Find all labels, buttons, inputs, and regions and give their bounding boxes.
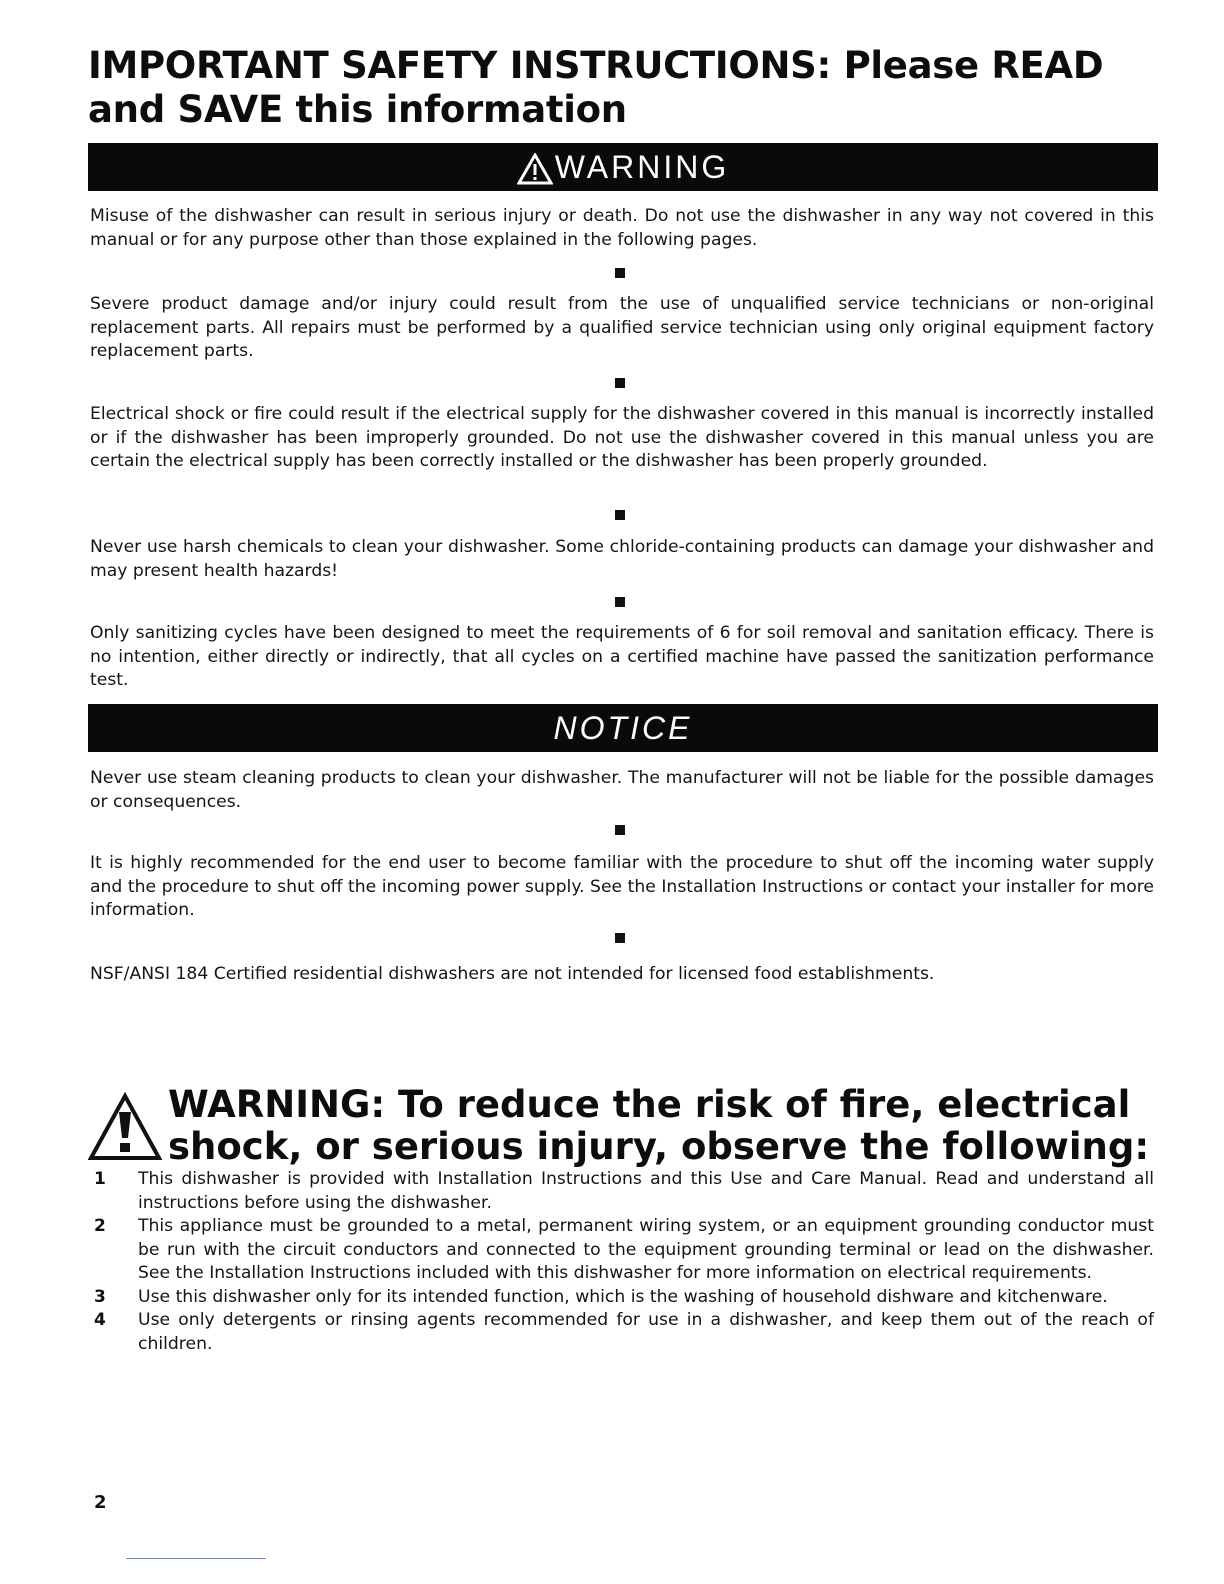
separator-bullet [615, 933, 625, 943]
separator-bullet [615, 825, 625, 835]
list-item-text: This appliance must be grounded to a metal, permanent wiring system, or an equipment grounding conductor must be run with the circuit conductors and connected to the equipment grounding terminal or lead on the dishwasher. See the Installation Instructions included with this dishwasher for more information on electrical requirements. [138, 1216, 1154, 1283]
list-item [88, 1286, 1158, 1310]
notice-paragraph: Never use steam cleaning products to clean your dishwasher. The manufacturer will not be liable for the possible damages or consequences. [90, 768, 1154, 812]
page-number: 2 [94, 1492, 107, 1513]
list-item-number: 4 [94, 1310, 106, 1330]
notice-banner-label: NOTICE [553, 709, 693, 746]
list-item-number: 3 [94, 1286, 106, 1307]
separator-bullet [615, 268, 625, 278]
warning-triangle-icon [88, 1092, 162, 1162]
list-item-number: 1 [94, 1169, 106, 1189]
risk-warning-heading [88, 1084, 1158, 1168]
list-item-text: Use this dishwasher only for its intended function, which is the washing of household dishware and kitchenware. [138, 1286, 1108, 1307]
list-item [88, 1168, 1158, 1215]
warning-paragraph: Severe product damage and/or injury could result from the use of unqualified service technicians or non-original replacement parts. All repairs must be performed by a qualified service technician using only original equipment factory replacement parts. [90, 294, 1154, 361]
list-item [88, 1215, 1158, 1286]
list-item-text: Use only detergents or rinsing agents recommended for use in a dishwasher, and keep them out of the reach of children. [138, 1310, 1154, 1354]
separator-bullet [615, 510, 625, 520]
notice-paragraph: It is highly recommended for the end user to become familiar with the procedure to shut off the incoming water supply and the procedure to shut off the incoming power supply. See the Installation Instructions or contact your installer for more information. [90, 853, 1154, 920]
notice-banner [88, 704, 1158, 752]
list-item [88, 1309, 1158, 1356]
list-item-number: 2 [94, 1216, 106, 1236]
risk-warning-text [168, 1084, 1158, 1168]
risk-warning-line-2: shock, or serious injury, observe the following: [168, 1125, 1150, 1168]
notice-paragraph: NSF/ANSI 184 Certified residential dishwashers are not intended for licensed food establishments. [90, 964, 935, 984]
list-item-text: This dishwasher is provided with Installation Instructions and this Use and Care Manual. Read and understand all instructions before using the dishwasher. [138, 1169, 1154, 1213]
warning-banner [88, 143, 1158, 191]
warning-triangle-icon [517, 153, 553, 185]
warning-paragraph: Never use harsh chemicals to clean your dishwasher. Some chloride-containing products can damage your dishwasher and may present health hazards! [90, 537, 1154, 581]
page-title: IMPORTANT SAFETY INSTRUCTIONS: Please READ and SAVE this information [88, 44, 1104, 131]
separator-bullet [615, 378, 625, 388]
separator-bullet [615, 597, 625, 607]
instruction-list [88, 1168, 1158, 1356]
risk-warning-line-1: WARNING: To reduce the risk of fire, electrical [168, 1083, 1131, 1126]
warning-paragraph: Only sanitizing cycles have been designed to meet the requirements of 6 for soil removal and sanitation efficacy. There is no intention, either directly or indirectly, that all cycles on a certified machine have passed the sanitization performance test. [90, 623, 1154, 690]
warning-paragraph: Electrical shock or fire could result if the electrical supply for the dishwasher covered in this manual is incorrectly installed or if the dishwasher has been improperly grounded. Do not use the dishwasher covered in this manual unless you are certain the electrical supply has been correctly installed or the dishwasher has been properly grounded. [90, 404, 1154, 471]
warning-paragraph: Misuse of the dishwasher can result in serious injury or death. Do not use the dishwasher in any way not covered in this manual or for any purpose other than those explained in the following pages. [90, 206, 1154, 250]
footer-divider [126, 1558, 266, 1559]
warning-banner-label: WARNING [554, 148, 730, 185]
